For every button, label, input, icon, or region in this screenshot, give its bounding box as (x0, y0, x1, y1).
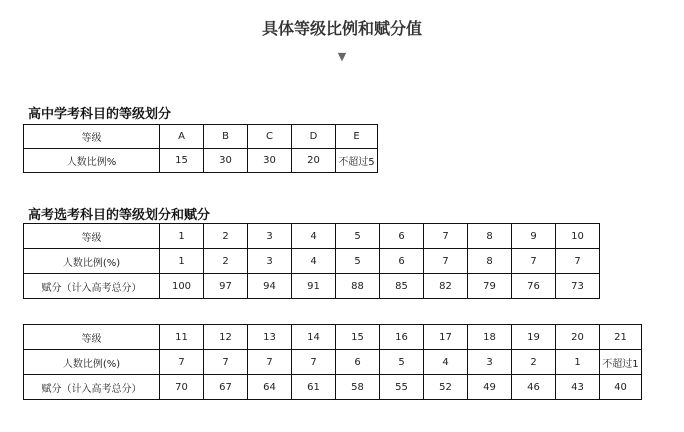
table-cell: 49 (468, 375, 512, 400)
elective-grade-table-11-21 (23, 324, 642, 400)
table-cell: 7 (556, 249, 600, 274)
row-header-cell: 等级 (24, 125, 160, 149)
table-cell: 20 (556, 325, 600, 350)
table-cell: 7 (160, 350, 204, 375)
table-row (24, 149, 378, 173)
table-cell: 88 (336, 274, 380, 299)
table-cell: 3 (248, 224, 292, 249)
table-cell: 16 (380, 325, 424, 350)
academic-grade-table (23, 124, 378, 173)
table-cell: 10 (556, 224, 600, 249)
table-cell: 40 (600, 375, 642, 400)
row-header-cell: 人数比例(%) (24, 350, 160, 375)
row-header-cell: 赋分（计入高考总分） (24, 274, 160, 299)
table-cell: 70 (160, 375, 204, 400)
table-cell: 6 (336, 350, 380, 375)
table-cell: 15 (336, 325, 380, 350)
table-cell: 82 (424, 274, 468, 299)
table-cell: 79 (468, 274, 512, 299)
table-cell: 7 (512, 249, 556, 274)
row-header-cell: 等级 (24, 224, 160, 249)
table-cell: 30 (204, 149, 248, 173)
table-cell: 30 (248, 149, 292, 173)
section-title-academic: 高中学考科目的等级划分 (28, 107, 172, 122)
table-cell: 94 (248, 274, 292, 299)
table-cell: 1 (160, 224, 204, 249)
table-row (24, 325, 642, 350)
table-cell: A (160, 125, 204, 149)
row-header-cell: 人数比例(%) (24, 249, 160, 274)
table-cell: 76 (512, 274, 556, 299)
table-cell: B (204, 125, 248, 149)
table-cell: 6 (380, 224, 424, 249)
table-cell: 7 (248, 350, 292, 375)
table-cell: 2 (204, 249, 248, 274)
table-row (24, 125, 378, 149)
table-cell: 64 (248, 375, 292, 400)
table-cell: 7 (424, 224, 468, 249)
table-cell: 91 (292, 274, 336, 299)
table-cell: 12 (204, 325, 248, 350)
table-cell: 20 (292, 149, 336, 173)
chevron-down-icon: ▼ (337, 50, 347, 63)
table-cell: 不超过5 (336, 149, 378, 173)
table-cell: 43 (556, 375, 600, 400)
table-cell: 7 (292, 350, 336, 375)
table-cell: 6 (380, 249, 424, 274)
table-cell: 5 (336, 224, 380, 249)
table-row (24, 274, 600, 299)
table-row (24, 350, 642, 375)
table-cell: 4 (292, 224, 336, 249)
table-cell: 58 (336, 375, 380, 400)
table-cell: 4 (424, 350, 468, 375)
table-cell: 7 (204, 350, 248, 375)
table-row (24, 249, 600, 274)
table-cell: 17 (424, 325, 468, 350)
table-cell: 52 (424, 375, 468, 400)
table-cell: 1 (556, 350, 600, 375)
table-cell: 7 (424, 249, 468, 274)
table-cell: 不超过1 (600, 350, 642, 375)
table-cell: 5 (336, 249, 380, 274)
table-cell: 5 (380, 350, 424, 375)
table-cell: 2 (204, 224, 248, 249)
table-cell: 46 (512, 375, 556, 400)
table-cell: 2 (512, 350, 556, 375)
table-row (24, 375, 642, 400)
table-cell: 8 (468, 249, 512, 274)
table-cell: 14 (292, 325, 336, 350)
table-cell: 9 (512, 224, 556, 249)
table-cell: 13 (248, 325, 292, 350)
row-header-cell: 人数比例% (24, 149, 160, 173)
table-cell: 3 (248, 249, 292, 274)
table-cell: 11 (160, 325, 204, 350)
table-cell: 21 (600, 325, 642, 350)
table-cell: C (248, 125, 292, 149)
row-header-cell: 赋分（计入高考总分） (24, 375, 160, 400)
table-cell: 4 (292, 249, 336, 274)
table-cell: 18 (468, 325, 512, 350)
table-cell: 3 (468, 350, 512, 375)
table-cell: 15 (160, 149, 204, 173)
section-title-elective: 高考选考科目的等级划分和赋分 (28, 208, 211, 223)
row-header-cell: 等级 (24, 325, 160, 350)
table-row (24, 224, 600, 249)
page-title: 具体等级比例和赋分值 (261, 19, 422, 38)
table-cell: 8 (468, 224, 512, 249)
table-cell: 97 (204, 274, 248, 299)
elective-grade-table-1-10 (23, 223, 600, 299)
table-cell: 61 (292, 375, 336, 400)
table-cell: 55 (380, 375, 424, 400)
table-cell: 19 (512, 325, 556, 350)
table-cell: 1 (160, 249, 204, 274)
table-cell: 100 (160, 274, 204, 299)
table-cell: E (336, 125, 378, 149)
table-cell: 85 (380, 274, 424, 299)
table-cell: D (292, 125, 336, 149)
table-cell: 73 (556, 274, 600, 299)
table-cell: 67 (204, 375, 248, 400)
